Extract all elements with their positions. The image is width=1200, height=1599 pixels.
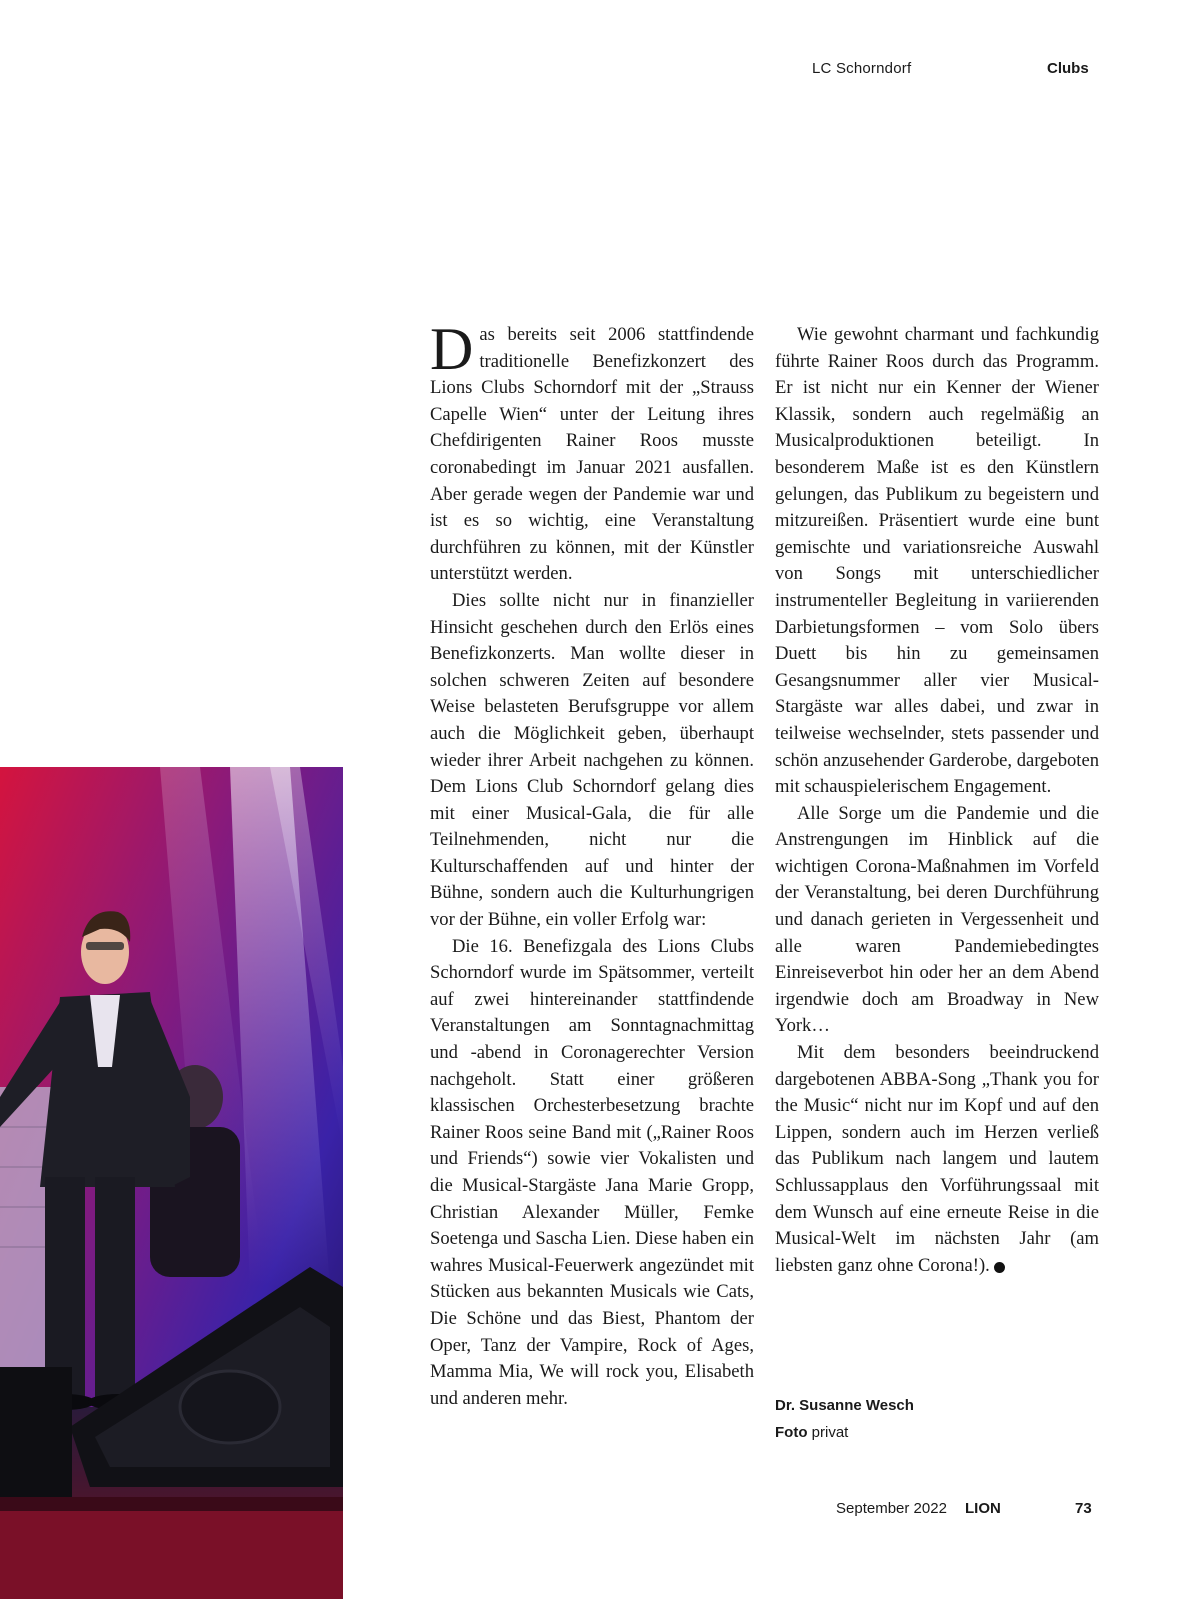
lion-end-mark-icon: L (994, 1262, 1005, 1273)
page-number: 73 (1075, 1500, 1092, 1517)
paragraph: Die 16. Benefizgala des Lions Clubs Schorndorf wurde im Spätsommer, verteilt auf zwei hintereinander stattfindende Veranstaltungen am Sonntagnachmittag und -abend in Coronagerechter Version nachgeholt. Statt einer größeren klassischen Orchesterbesetzung brachte Rainer Roos seine Band mit („Rainer Roos und Friends“) sowie vier Vokalisten und die Musical-Stargäste Jana Marie Gropp, Christian Alexander Müller, Femke Soetenga und Sascha Lien. Diese haben ein wahres Musical-Feuerwerk angezündet mit Stücken aus bekannten Musicals wie Cats, Die Schöne und das Biest, Phantom der Oper, Tanz der Vampire, Rock of Ages, Mamma Mia, We will rock you, Elisabeth und anderen mehr. (430, 935, 754, 1409)
paragraph: Dies sollte nicht nur in finanzieller Hinsicht geschehen durch den Erlös eines Benefizkonzerts. Man wollte dieser in solchen schweren Zeiten auf besondere Weise belasteten Berufsgruppe vor allem auch die Möglichkeit geben, überhaupt wieder ihrer Arbeit nachgehen zu können. Dem Lions Club Schorndorf gelang dies mit einer Musical-Gala, die für alle Teilnehmenden, nicht nur die Kulturschaffenden auf und hinter der Bühne, sondern auch die Kulturhungrigen vor der Bühne, ein voller Erfolg war: (430, 589, 754, 931)
photo-credit-label: Foto (775, 1424, 808, 1441)
drop-cap: D (430, 316, 474, 382)
paragraph-text: Mit dem besonders beeindruckend dargebotenen ABBA-Song „Thank you for the Music“ nicht nur im Kopf und auf den Lippen, sondern auch im Herzen verließ das Publikum nach langem und lautem Schlussapplaus den Vorführungssaal mit dem Wunsch auf eine erneute Reise in die Musical-Welt im nächsten Jahr (am liebsten ganz ohne Corona!). (775, 1042, 1099, 1276)
issue-date: September 2022 (836, 1500, 947, 1517)
photo-credit (775, 1419, 914, 1446)
club-name: LC Schorndorf (812, 60, 912, 77)
article-column-2 (775, 322, 1099, 1279)
concert-photo (0, 767, 343, 1599)
paragraph (430, 316, 754, 588)
author-name: Dr. Susanne Wesch (775, 1397, 914, 1414)
page-header (0, 57, 1200, 81)
photo-credit-value: privat (811, 1424, 849, 1441)
paragraph: Wie gewohnt charmant und fachkundig führte Rainer Roos durch das Programm. Er ist nicht nur ein Kenner der Wiener Klassik, sondern auch regelmäßig an Musicalproduktionen beteiligt. In besonderem Maße ist es den Künstlern gelungen, das Publikum zu begeistern und mitzureißen. Präsentiert wurde eine bunt gemischte und variationsreiche Auswahl von Songs mit unterschiedlicher instrumenteller Begleitung in variierenden Darbietungsformen – vom Solo übers Duett bis hin zu gemeinsamen Gesangsnummer aller vier Musical-Stargäste war alles dabei, und zwar in teilweise wechselnder, stets passender und schön anzusehender Garderobe, dargeboten mit schauspielerischem Engagement. (775, 324, 1099, 798)
article-credits (775, 1392, 914, 1446)
paragraph-text: as bereits seit 2006 stattfindende traditionelle Benefizkonzert des Lions Clubs Schorndorf mit der „Strauss Capelle Wien“ unter der Leitung ihres Chefdirigenten Rainer Roos musste coronabedingt im Januar 2021 ausfallen. Aber gerade wegen der Pandemie war und ist es so wichtig, eine Veranstaltung durchführen zu können, mit der Künstler unterstützt werden. (430, 324, 754, 585)
article-column-1 (430, 316, 754, 1412)
magazine-name: LION (965, 1500, 1001, 1517)
section-name: Clubs (1047, 60, 1089, 77)
paragraph: Alle Sorge um die Pandemie und die Anstrengungen im Hinblick auf die wichtigen Corona-Maßnahmen im Vorfeld der Veranstaltung, bei deren Durchführung und danach gerieten in Vergessenheit und alle waren Pandemiebedingtes Einreiseverbot hin oder her an dem Abend irgendwie doch am Broadway in New York… (775, 802, 1099, 1037)
paragraph (775, 1040, 1099, 1279)
